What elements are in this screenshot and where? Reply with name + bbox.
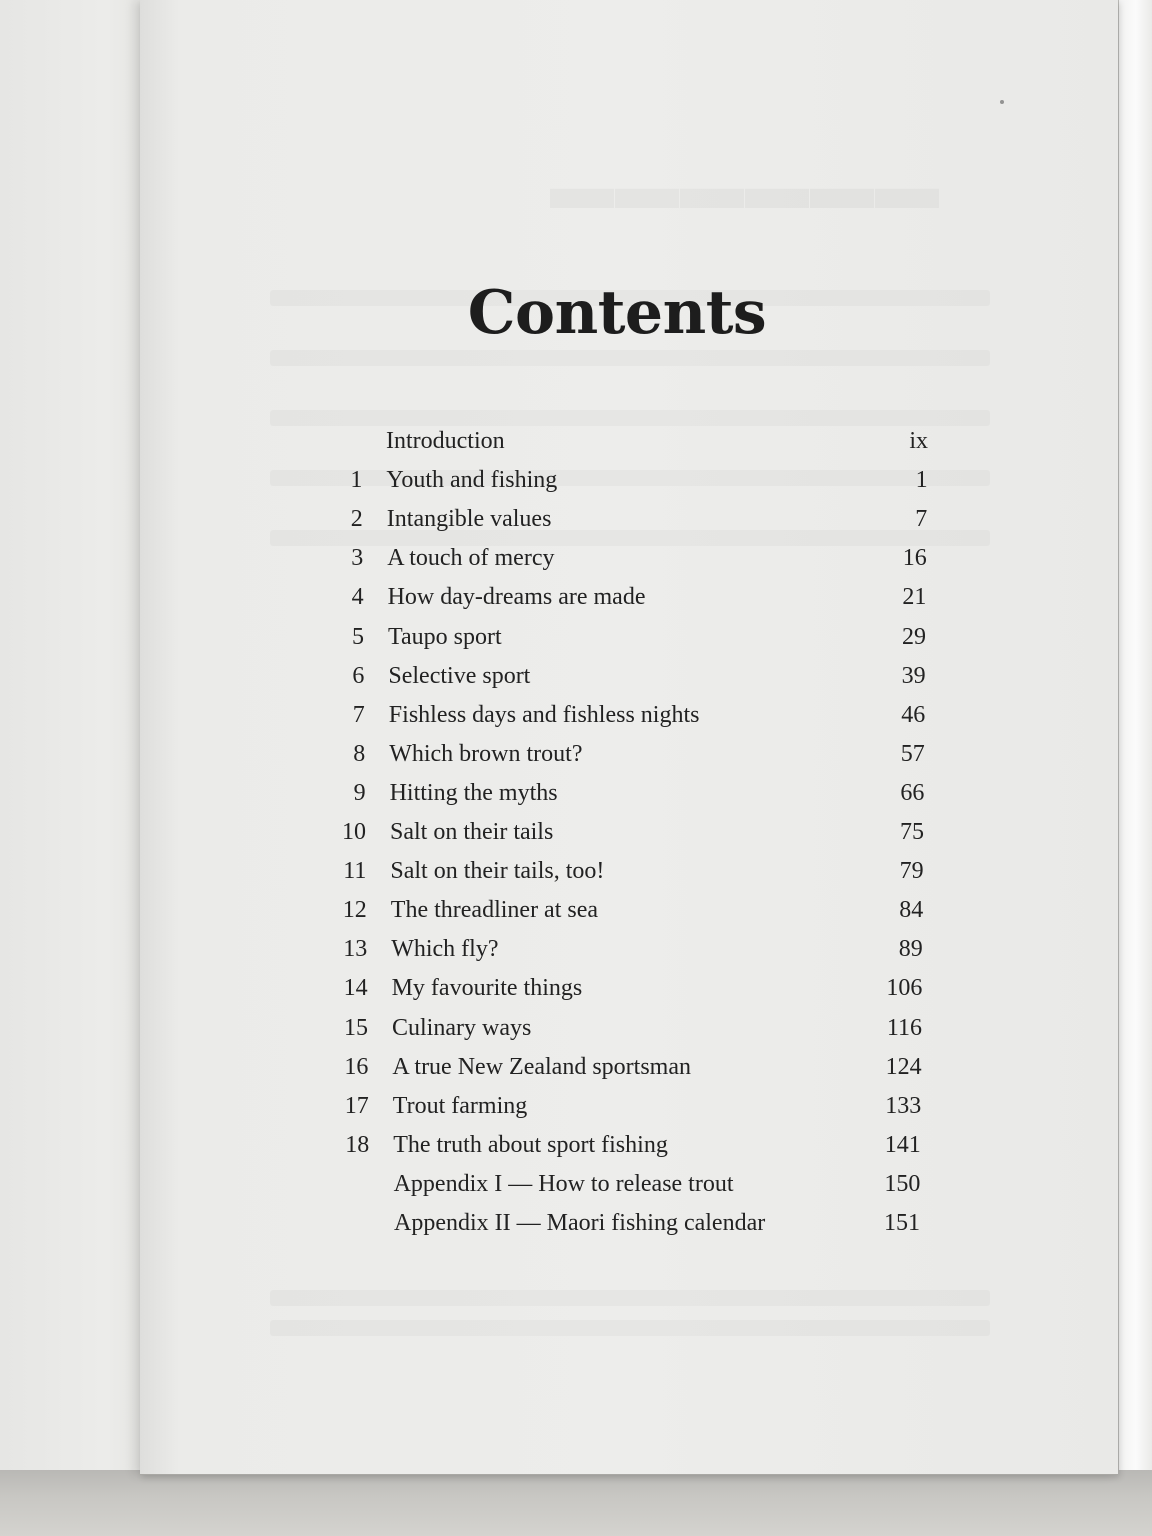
- chapter-title: A true New Zealand sportsman: [392, 1053, 691, 1080]
- toc-row: [328, 1015, 948, 1051]
- toc-row: [322, 428, 942, 464]
- toc-row: [328, 1054, 948, 1090]
- chapter-number: 6: [352, 662, 365, 689]
- page-number: 89: [898, 936, 923, 963]
- toc-row: [326, 780, 946, 816]
- chapter-number: 7: [352, 701, 365, 728]
- chapter-number: 3: [351, 545, 364, 572]
- chapter-number: 9: [353, 779, 366, 806]
- chapter-title: Appendix II — Maori fishing calendar: [394, 1210, 766, 1236]
- chapter-title: Culinary ways: [392, 1014, 532, 1041]
- chapter-title: Which fly?: [391, 936, 499, 963]
- page-number: 39: [901, 662, 926, 689]
- chapter-number: 4: [351, 584, 364, 611]
- chapter-number: 12: [342, 897, 367, 924]
- page-number: 133: [885, 1092, 922, 1119]
- page-number: 46: [901, 701, 926, 728]
- chapter-number: 1: [350, 467, 363, 494]
- chapter-title: My favourite things: [391, 975, 583, 1002]
- page-number: 141: [884, 1131, 921, 1158]
- toc-row: [327, 897, 947, 933]
- chapter-title: Hitting the myths: [389, 779, 558, 806]
- page-number: 151: [884, 1210, 920, 1236]
- chapter-number: 16: [344, 1053, 369, 1080]
- chapter-title: Taupo sport: [388, 623, 502, 650]
- chapter-number: 5: [352, 623, 364, 650]
- page-number: 21: [902, 584, 927, 611]
- toc-row: [329, 1132, 949, 1168]
- chapter-title: Trout farming: [392, 1092, 528, 1119]
- toc-row: [324, 584, 944, 620]
- chapter-number: 18: [345, 1131, 370, 1158]
- chapter-number: 11: [343, 858, 367, 885]
- page-number: 7: [915, 506, 928, 533]
- chapter-title: Appendix I — How to release trout: [393, 1170, 734, 1197]
- toc-row: [324, 624, 944, 660]
- chapter-title: A touch of mercy: [387, 545, 555, 572]
- page-number: 116: [886, 1014, 922, 1041]
- page-number: 84: [899, 897, 924, 924]
- page-number: 29: [902, 623, 926, 650]
- toc-row: [326, 858, 946, 894]
- toc-row: [328, 975, 948, 1011]
- chapter-title: Salt on their tails: [390, 819, 554, 845]
- chapter-number: 13: [343, 936, 368, 963]
- page-number: 79: [899, 858, 924, 885]
- toc-row: [329, 1093, 949, 1129]
- chapter-title: The threadliner at sea: [390, 897, 599, 924]
- page-number: 150: [884, 1170, 921, 1197]
- page-number: 124: [885, 1053, 922, 1080]
- page-number: ix: [909, 428, 928, 454]
- page-number: 106: [886, 975, 923, 1002]
- chapter-title: Introduction: [386, 428, 505, 454]
- chapter-number: 17: [344, 1092, 369, 1119]
- chapter-title: Youth and fishing: [386, 467, 558, 494]
- toc-row: [324, 663, 944, 699]
- page-number: 57: [900, 740, 925, 767]
- toc-row: [330, 1171, 950, 1207]
- chapter-number: 15: [344, 1014, 368, 1041]
- page-number: 75: [900, 819, 924, 845]
- toc-row: [325, 702, 945, 738]
- chapter-number: 14: [343, 975, 368, 1002]
- toc-row: [325, 741, 945, 777]
- page-title: Contents: [467, 278, 767, 348]
- chapter-number: 8: [353, 740, 366, 767]
- chapter-title: Which brown trout?: [389, 740, 583, 767]
- chapter-number: 2: [350, 506, 363, 533]
- chapter-title: The truth about sport fishing: [393, 1131, 668, 1158]
- chapter-title: Selective sport: [388, 662, 531, 689]
- toc-row: [327, 936, 947, 972]
- toc-row: [323, 545, 943, 581]
- chapter-title: Intangible values: [386, 506, 552, 533]
- chapter-title: How day-dreams are made: [387, 584, 646, 611]
- toc-row: [326, 819, 946, 855]
- page-number: 1: [915, 467, 928, 494]
- page-number: 16: [902, 545, 927, 572]
- chapter-title: Salt on their tails, too!: [390, 858, 605, 885]
- toc-row: [330, 1210, 950, 1246]
- toc-row: [323, 506, 943, 542]
- page-number: 66: [900, 779, 925, 806]
- chapter-number: 10: [342, 819, 366, 845]
- toc-row: [322, 467, 942, 503]
- chapter-title: Fishless days and fishless nights: [388, 701, 700, 728]
